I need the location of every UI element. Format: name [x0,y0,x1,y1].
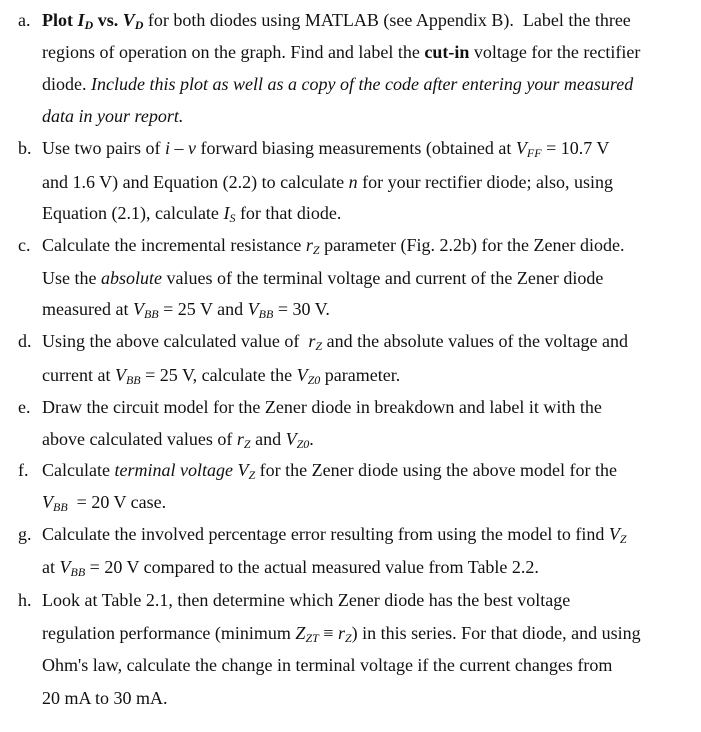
text-run: regions of operation on the graph. Find and label the [42,42,425,62]
text-run: V [515,138,527,158]
text-run: V [247,299,259,319]
text-run: S [229,211,236,225]
list-item-letter: e. [18,397,31,417]
text-run: I [77,10,85,30]
list-item-line [42,524,627,544]
text-run: for your rectifier diode; also, using [357,172,614,192]
text-run: V [114,365,126,385]
text-run: = 30 V. [273,299,330,319]
list-item-line [42,365,400,385]
text-run: above calculated values of [42,429,237,449]
text-run: v [188,138,196,158]
text-run: Look at Table 2.1, then determine which Zener diode has the best voltage [42,590,571,610]
list-item-line [42,688,168,708]
text-run: Draw the circuit model for the Zener diode in breakdown and label it with the [42,397,602,417]
text-run: V [59,557,71,577]
text-run: absolute [100,268,162,288]
list-item-line [42,138,609,158]
text-run: and [250,429,286,449]
text-run: BB [258,307,274,321]
text-run: parameter. [320,365,401,385]
text-run: Ohm's law, calculate the change in terminal voltage if the current changes from [42,655,613,675]
text-run: BB [70,565,86,579]
text-run: at [42,557,60,577]
list-item-line [42,623,641,643]
list-item-line [42,429,314,449]
text-run: r [236,429,244,449]
text-run: V [237,460,249,480]
text-run: Calculate [42,460,115,480]
text-run: = 20 V compared to the actual measured value from Table 2.2. [85,557,539,577]
text-run: D [84,18,94,32]
text-run: ≡ [318,623,338,643]
text-run: forward biasing measurements (obtained at [196,138,516,158]
text-run: regulation performance (minimum [42,623,296,643]
list-item-line [42,74,633,94]
text-run: = 20 V case. [67,492,167,512]
text-run: Z0 [307,373,321,387]
text-run: BB [53,500,68,514]
list-item-line [42,492,166,512]
text-run: . [309,429,314,449]
list-item-letter: b. [18,138,32,158]
text-run: n [348,172,358,192]
text-run: Z [344,631,352,645]
text-run: V [42,492,53,512]
text-run: r [337,623,345,643]
text-run: = 10.7 V [541,138,610,158]
list-item-letter: g. [18,524,32,544]
text-run: current at [42,365,115,385]
text-run: FF [526,146,542,160]
list-item-letter: a. [18,10,31,30]
text-run: and the absolute values of the voltage and [322,331,629,351]
list-item-line [42,460,617,480]
text-run: 20 mA to 30 mA. [42,688,168,708]
text-run: V [608,524,620,544]
list-item-line [42,10,631,30]
text-run: BB [125,373,141,387]
text-run: = 25 V, calculate the [140,365,297,385]
text-run: for the Zener diode using the above model for the [255,460,618,480]
text-run: for both diodes using MATLAB (see Appendix B). Label the three [143,10,631,30]
text-run: vs. [93,10,123,30]
list-item-line [42,397,602,417]
text-run: for that diode. [235,203,342,223]
text-run: Include this plot as well as a copy of the code after entering your measured [91,74,634,94]
text-run: Using the above calculated value of [42,331,309,351]
text-run: I [223,203,230,223]
text-run: r [308,331,316,351]
text-run: Equation (2.1), calculate [42,203,224,223]
text-run: – [170,138,188,158]
text-run: V [296,365,308,385]
text-run: BB [143,307,159,321]
text-run: Calculate the incremental resistance [42,235,306,255]
list-item-line [42,203,341,223]
text-run: ZT [305,631,319,645]
text-run: = 25 V and [158,299,248,319]
text-run: Use two pairs of [42,138,165,158]
list-item-line [42,268,603,288]
list-item-line [42,235,624,255]
text-run: values of the terminal voltage and current of the Zener diode [161,268,604,288]
text-run: cut-in [424,42,470,62]
text-run: V [132,299,144,319]
text-run: measured at [42,299,133,319]
list-item-line [42,331,628,351]
text-run: and 1.6 V) and Equation (2.2) to calculate [42,172,349,192]
text-run: voltage for the rectifier [469,42,641,62]
text-run: diode. [42,74,91,94]
text-run: data in your report. [42,106,184,126]
list-item-letter: f. [18,460,29,480]
text-run: Plot [42,10,78,30]
list-item-line [42,557,539,577]
text-run: D [134,18,144,32]
list-item-line [42,172,613,192]
text-run: ) in this series. For that diode, and using [351,623,641,643]
list-item-line [42,655,612,675]
list-item-line [42,299,330,319]
text-run: V [285,429,297,449]
text-run: Z [295,623,306,643]
text-run: Z [243,437,251,451]
text-run: Calculate the involved percentage error resulting from using the model to find [42,524,609,544]
text-run: Z0 [296,437,310,451]
text-run: r [305,235,313,255]
text-run: Z [248,468,256,482]
list-item-line [42,42,640,62]
text-run: Z [312,243,320,257]
text-run: Z [315,339,323,353]
list-item-line [42,106,183,126]
list-item-letter: c. [18,235,31,255]
text-run: terminal voltage [114,460,233,480]
list-item-line [42,590,570,610]
text-run: Z [619,532,627,546]
list-item-letter: d. [18,331,32,351]
text-run: parameter (Fig. 2.2b) for the Zener diode. [319,235,625,255]
text-run: Use the [42,268,101,288]
list-item-letter: h. [18,590,32,610]
text-run: V [122,10,135,30]
text-run: i [164,138,170,158]
